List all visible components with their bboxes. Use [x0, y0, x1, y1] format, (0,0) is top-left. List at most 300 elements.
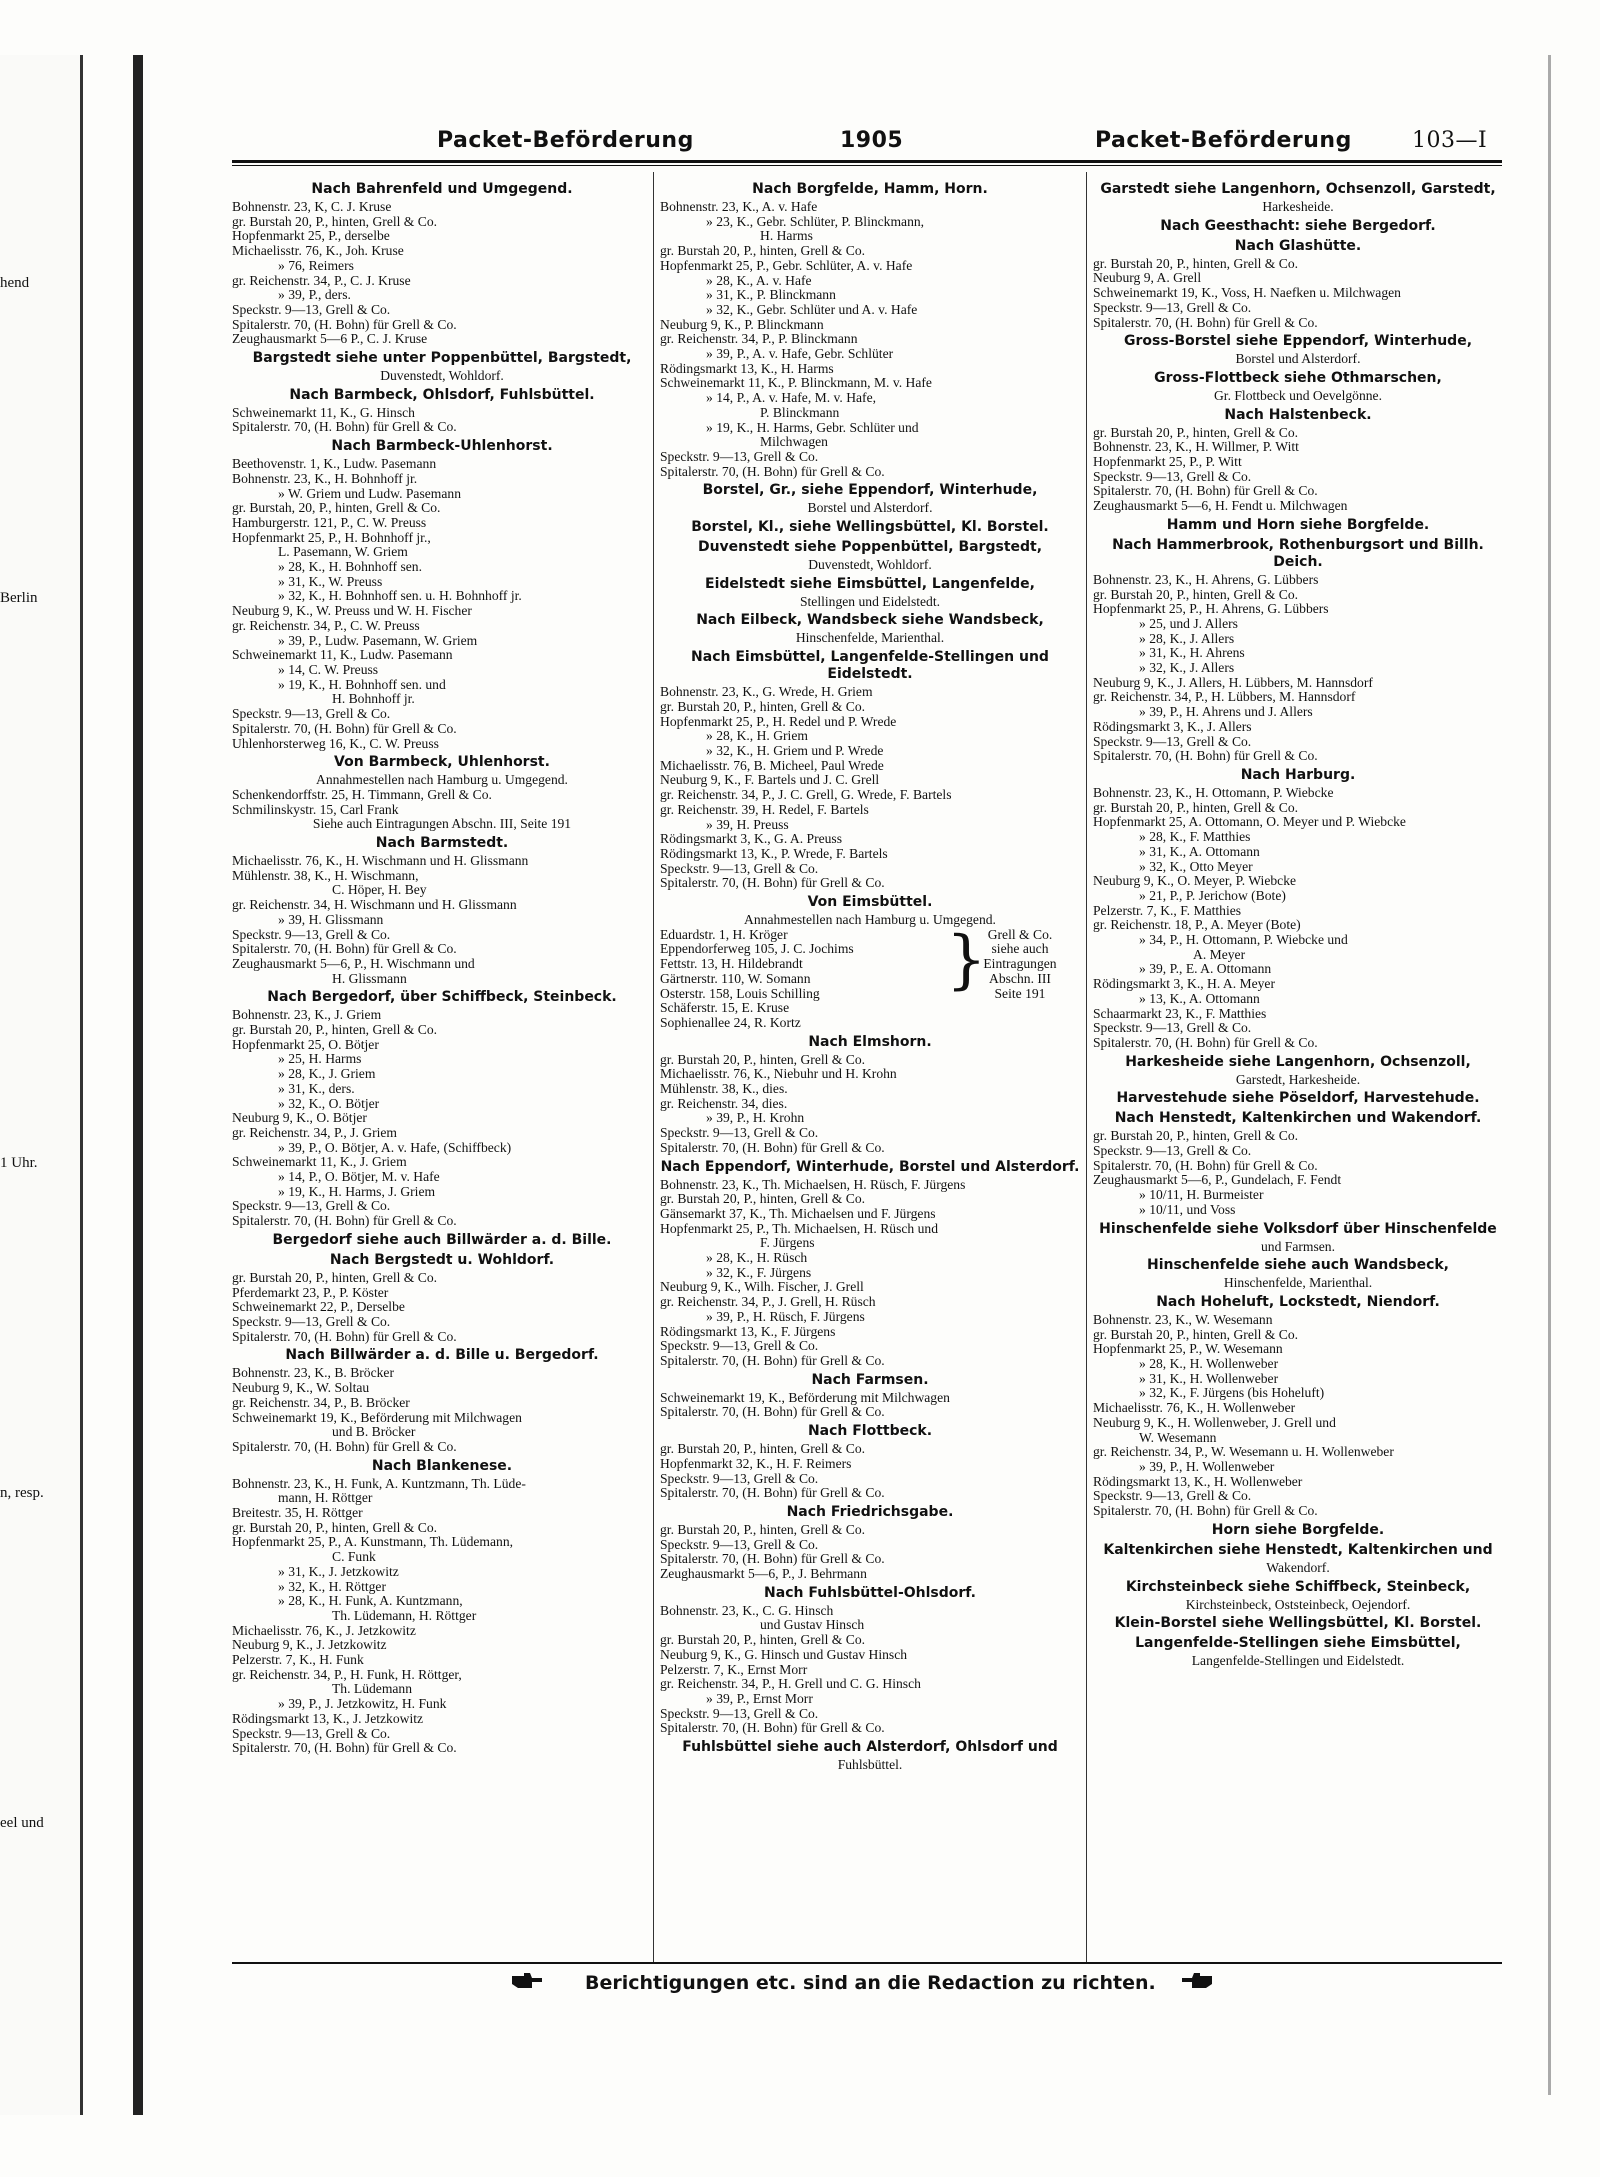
section-heading: Harvestehude siehe Pöseldorf, Harvestehude.: [1116, 1090, 1480, 1107]
entry-line-continued: und Gustav Hinsch: [760, 1618, 865, 1633]
section-heading: Hinschenfelde siehe auch Wandsbeck,: [1147, 1257, 1449, 1274]
entry-line: gr. Reichenstr. 34, P., H. Grell und C. G. Hinsch: [660, 1677, 921, 1692]
entry-line-indented: » 21, P., P. Jerichow (Bote): [1139, 888, 1286, 903]
section-heading: Fuhlsbüttel siehe auch Alsterdorf, Ohlsdorf und: [682, 1739, 1058, 1756]
entry-line-indented: » 76, Reimers: [278, 258, 354, 273]
entry-line: Neuburg 9, K., G. Hinsch und Gustav Hinsch: [660, 1647, 908, 1662]
entry-line: Hopfenmarkt 25, P., H. Ahrens, G. Lübbers: [1093, 602, 1329, 617]
section-heading: Nach Bahrenfeld und Umgegend.: [311, 181, 573, 197]
entry-line: Schweinemarkt 22, P., Derselbe: [232, 1300, 405, 1315]
entry-line: Spitalerstr. 70, (H. Bohn) für Grell & Co.: [1093, 1035, 1318, 1050]
entry-line: gr. Burstah 20, P., hinten, Grell & Co.: [660, 244, 866, 259]
centered-line: und Farmsen.: [1260, 1239, 1335, 1254]
entry-line-indented: » 31, K., ders.: [278, 1081, 355, 1096]
section-heading: Nach Fuhlsbüttel-Ohlsdorf.: [764, 1584, 976, 1601]
prev-page-word: 1 Uhr.: [0, 1155, 38, 1171]
entry-line-indented: » 10/11, H. Burmeister: [1139, 1188, 1264, 1203]
entry-line-continued: A. Meyer: [1193, 947, 1246, 962]
entry-line: Michaelisstr. 76, K., H. Wischmann und H. Glissmann: [232, 854, 529, 869]
entry-line-indented: » 31, K., P. Blinckmann: [706, 288, 836, 303]
prev-page-word: eel und: [0, 1815, 44, 1831]
entry-line: Spitalerstr. 70, (H. Bohn) für Grell & Co.: [232, 1439, 457, 1454]
entry-line-indented: » 32, K., Gebr. Schlüter und A. v. Hafe: [706, 302, 918, 317]
prev-page-word: hend: [0, 275, 30, 291]
ref-name-line: Schäferstr. 15, E. Kruse: [660, 1001, 790, 1016]
entry-line: gr. Reichenstr. 34, P., C. W. Preuss: [232, 618, 420, 633]
entry-line: gr. Reichenstr. 34, P., J. Griem: [232, 1125, 398, 1140]
ref-name-line: Fettstr. 13, H. Hildebrandt: [660, 957, 803, 972]
section-heading: Harkesheide siehe Langenhorn, Ochsenzoll,: [1125, 1053, 1471, 1070]
entry-line: Speckstr. 9—13, Grell & Co.: [660, 1339, 819, 1354]
prev-page-word: Berlin: [0, 590, 38, 606]
entry-line: Neuburg 9, K., O. Bötjer: [232, 1111, 367, 1126]
section-heading: Garstedt siehe Langenhorn, Ochsenzoll, Garstedt,: [1100, 181, 1496, 197]
entry-line: gr. Burstah 20, P., hinten, Grell & Co.: [232, 1023, 438, 1038]
entry-line-continued: und B. Bröcker: [332, 1425, 416, 1440]
entry-line: Zeughausmarkt 5—6, P., H. Wischmann und: [232, 956, 475, 971]
section-heading: Langenfelde-Stellingen siehe Eimsbüttel,: [1135, 1635, 1461, 1652]
entry-line: Rödingsmarkt 3, K., J. Allers: [1093, 719, 1252, 734]
entry-line: Schweinemarkt 19, K., Beförderung mit Milchwagen: [232, 1410, 522, 1425]
entry-line: Spitalerstr. 70, (H. Bohn) für Grell & Co.: [232, 420, 457, 435]
entry-line: Spitalerstr. 70, (H. Bohn) für Grell & Co.: [660, 464, 885, 479]
ref-name-line: Gärtnerstr. 110, W. Somann: [660, 971, 811, 986]
entry-line-indented: » 39, P., H. Wollenweber: [1139, 1460, 1275, 1474]
entry-line: Bohnenstr. 23, K., C. G. Hinsch: [660, 1603, 834, 1618]
eimsbuettel-annahmestellen: [660, 922, 1080, 1031]
entry-line: Rödingsmarkt 3, K., G. A. Preuss: [660, 832, 843, 847]
centered-line: Stellingen und Eidelstedt.: [799, 594, 941, 609]
section-heading: Nach Friedrichsgabe.: [786, 1503, 954, 1520]
entry-line: Schmilinskystr. 15, Carl Frank: [232, 802, 399, 817]
entry-line: Neuburg 9, K., J. Allers, H. Lübbers, M. Hannsdorf: [1093, 675, 1373, 690]
section-heading: Nach Eppendorf, Winterhude, Borstel und Alsterdorf.: [660, 1158, 1080, 1175]
section-heading: Duvenstedt siehe Poppenbüttel, Bargstedt,: [697, 539, 1043, 556]
pointing-hand-right-icon: [510, 1970, 544, 1992]
entry-line: Neuburg 9, K., O. Meyer, P. Wiebcke: [1093, 874, 1297, 889]
entry-line: gr. Reichenstr. 39, H. Redel, F. Bartels: [660, 802, 869, 817]
footer-note: Berichtigungen etc. sind an die Redaction zu richten.: [585, 1972, 1156, 1994]
entry-line-indented: » 31, K., A. Ottomann: [1139, 844, 1260, 859]
entry-line-indented: » 28, K., H. Bohnhoff sen.: [278, 560, 422, 575]
header-rule-thin: [232, 165, 1502, 166]
section-heading: Gross-Borstel siehe Eppendorf, Winterhude,: [1123, 333, 1473, 350]
entry-line-indented: » 28, K., H. Rüsch: [706, 1251, 808, 1266]
entry-line: Rödingsmarkt 13, K., H. Wollenweber: [1093, 1474, 1303, 1489]
section-heading: Nach Geesthacht: siehe Bergedorf.: [1160, 217, 1436, 234]
centered-line: Duvenstedt, Wohldorf.: [380, 369, 504, 384]
entry-line: Speckstr. 9—13, Grell & Co.: [660, 1706, 819, 1721]
ref-name-line: Eduardstr. 1, H. Kröger: [660, 927, 788, 942]
entry-line-indented: » 32, K., O. Bötjer: [278, 1096, 380, 1111]
section-heading: Nach Flottbeck.: [807, 1423, 933, 1440]
entry-line-indented: » 39, P., O. Bötjer, A. v. Hafe, (Schiffbeck): [278, 1140, 512, 1155]
entry-line: Schweinemarkt 11, K., P. Blinckmann, M. v. Hafe: [660, 376, 932, 391]
entry-line: Spitalerstr. 70, (H. Bohn) für Grell & Co.: [232, 1329, 457, 1344]
entry-line-continued: Milchwagen: [760, 435, 828, 450]
entry-line-indented: » 25, und J. Allers: [1139, 616, 1238, 631]
entry-line: Speckstr. 9—13, Grell & Co.: [660, 861, 819, 876]
section-heading: Gross-Flottbeck siehe Othmarschen,: [1154, 369, 1442, 386]
entry-line-indented: » 32, K., H. Röttger: [278, 1579, 386, 1594]
entry-line-indented: » 19, K., H. Bohnhoff sen. und: [278, 677, 446, 692]
entry-line: Bohnenstr. 23, K., A. v. Hafe: [660, 200, 818, 214]
entry-line: Uhlenhorsterweg 16, K., C. W. Preuss: [232, 736, 439, 751]
entry-line: Spitalerstr. 70, (H. Bohn) für Grell & Co.: [1093, 484, 1318, 499]
entry-line: gr. Burstah, 20, P., hinten, Grell & Co.: [232, 501, 441, 516]
entry-line-indented: » 13, K., A. Ottomann: [1139, 991, 1260, 1006]
running-header-left: Packet-Beförderung: [437, 128, 694, 153]
entry-line: Speckstr. 9—13, Grell & Co.: [232, 1726, 391, 1741]
entry-line: Zeughausmarkt 5—6, P., Gundelach, F. Fendt: [1093, 1173, 1342, 1188]
ref-side-line: siehe auch: [991, 941, 1049, 957]
entry-line: Bohnenstr. 23, K., W. Wesemann: [1093, 1312, 1273, 1327]
centered-line: Garstedt, Harkesheide.: [1235, 1072, 1361, 1087]
section-heading: Kirchsteinbeck siehe Schiffbeck, Steinbeck,: [1125, 1578, 1471, 1595]
entry-line: Speckstr. 9—13, Grell & Co.: [1093, 469, 1252, 484]
entry-line-indented: » 25, H. Harms: [278, 1052, 362, 1067]
entry-line: Mühlenstr. 38, K., H. Wischmann,: [232, 868, 419, 883]
entry-line: Bohnenstr. 23, K., H. Funk, A. Kuntzmann, Th. Lüde-: [232, 1476, 526, 1491]
entry-line: Schweinemarkt 11, K., Ludw. Pasemann: [232, 648, 453, 663]
ref-side-note: [960, 928, 1080, 1031]
section-heading: Nach Blankenese.: [371, 1457, 513, 1474]
page-edge-shadow: [1548, 55, 1551, 2095]
entry-line-indented: » 32, K., Otto Meyer: [1139, 859, 1253, 874]
entry-line-indented: » 39, H. Glissmann: [278, 912, 384, 927]
centered-line: Gr. Flottbeck und Oevelgönne.: [1213, 388, 1382, 403]
entry-line-indented: » 39, H. Preuss: [706, 817, 789, 832]
entry-line: gr. Burstah 20, P., hinten, Grell & Co.: [660, 1442, 866, 1457]
entry-line: gr. Burstah 20, P., hinten, Grell & Co.: [1093, 800, 1299, 815]
section-heading: Nach Farmsen.: [811, 1371, 929, 1388]
entry-line: gr. Reichenstr. 34, P., H. Lübbers, M. Hannsdorf: [1093, 690, 1356, 705]
entry-line: gr. Burstah 20, P., hinten, Grell & Co.: [660, 1192, 866, 1207]
entry-line: gr. Reichenstr. 34, P., W. Wesemann u. H. Wollenweber: [1093, 1445, 1394, 1460]
entry-line: Speckstr. 9—13, Grell & Co.: [1093, 300, 1252, 315]
entry-line: Spitalerstr. 70, (H. Bohn) für Grell & Co.: [660, 1486, 885, 1501]
section-heading: Nach Eimsbüttel, Langenfelde-Stellingen und Eidelstedt.: [691, 649, 1049, 683]
entry-line-indented: » 32, K., H. Griem und P. Wrede: [706, 743, 884, 758]
column-separator: [1086, 172, 1087, 1962]
entry-line: Neuburg 9, K., Wilh. Fischer, J. Grell: [660, 1280, 864, 1295]
entry-line: gr. Burstah 20, P., hinten, Grell & Co.: [1093, 425, 1299, 440]
ref-name-line: Eppendorferweg 105, J. C. Jochims: [660, 942, 854, 957]
entry-line: Neuburg 9, K., W. Preuss und W. H. Fischer: [232, 604, 472, 619]
entry-line: gr. Reichenstr. 34, P., C. J. Kruse: [232, 273, 411, 288]
entry-line: Neuburg 9, K., J. Jetzkowitz: [232, 1638, 387, 1653]
entry-line: gr. Burstah 20, P., hinten, Grell & Co.: [1093, 587, 1299, 602]
column-2: [660, 178, 1080, 1773]
entry-line: Hamburgerstr. 121, P., C. W. Preuss: [232, 515, 427, 530]
entry-line: Speckstr. 9—13, Grell & Co.: [660, 1126, 819, 1141]
centered-line: Annahmestellen nach Hamburg u. Umgegend.: [744, 913, 996, 928]
centered-line: Siehe auch Eintragungen Abschn. III, Seite 191: [312, 817, 572, 832]
entry-line: Bohnenstr. 23, K, C. J. Kruse: [232, 200, 392, 214]
entry-line-indented: » 39, P., J. Jetzkowitz, H. Funk: [278, 1697, 447, 1712]
column-1: [232, 178, 652, 1756]
entry-line-indented: » 39, P., A. v. Hafe, Gebr. Schlüter: [706, 347, 894, 362]
entry-line: Schweinemarkt 11, K., J. Griem: [232, 1155, 407, 1170]
running-header-year: 1905: [840, 128, 904, 153]
entry-line-indented: » 32, K., J. Allers: [1139, 661, 1235, 676]
entry-line: Hopfenmarkt 32, K., H. F. Reimers: [660, 1456, 852, 1471]
entry-line-indented: » 39, P., Ludw. Pasemann, W. Griem: [278, 633, 478, 648]
section-heading: Hamm und Horn siehe Borgfelde.: [1166, 516, 1430, 533]
centered-line: Annahmestellen nach Hamburg u. Umgegend.: [316, 773, 568, 788]
entry-line: Schweinemarkt 19, K., Beförderung mit Milchwagen: [660, 1390, 950, 1405]
column-3: [1093, 178, 1503, 1669]
section-heading: Nach Elmshorn.: [808, 1033, 932, 1050]
entry-line: Hopfenmarkt 25, P., H. Redel und P. Wrede: [660, 714, 897, 729]
pointing-hand-left-icon: [1180, 1970, 1214, 1992]
entry-line: Mühlenstr. 38, K., dies.: [660, 1082, 788, 1097]
ref-side-line: Seite 191: [994, 985, 1046, 1001]
entry-line: Hopfenmarkt 25, A. Ottomann, O. Meyer und P. Wiebcke: [1093, 815, 1406, 830]
entry-line: Spitalerstr. 70, (H. Bohn) für Grell & Co.: [660, 876, 885, 891]
ref-side-line: Abschn. III: [989, 970, 1051, 986]
entry-line-continued: H. Glissmann: [332, 971, 407, 986]
entry-line: gr. Burstah 20, P., hinten, Grell & Co.: [660, 1633, 866, 1648]
entry-line: Gänsemarkt 37, K., Th. Michaelsen und F. Jürgens: [660, 1206, 936, 1221]
entry-line-indented: » 14, C. W. Preuss: [278, 662, 379, 677]
entry-line: gr. Reichenstr. 34, P., B. Bröcker: [232, 1395, 410, 1410]
entry-line-indented: » 28, K., J. Allers: [1139, 631, 1235, 646]
entry-line: Bohnenstr. 23, K., G. Wrede, H. Griem: [660, 685, 873, 700]
entry-line-continued: C. Höper, H. Bey: [332, 883, 427, 898]
ref-name-line: Sophienallee 24, R. Kortz: [660, 1015, 801, 1030]
entry-line-indented: » 39, P., H. Krohn: [706, 1111, 805, 1126]
entry-line: Pelzerstr. 7, K., Ernst Morr: [660, 1662, 808, 1677]
section-heading: Nach Hammerbrook, Rothenburgsort und Billh. Deich.: [1112, 536, 1484, 570]
entry-line: Spitalerstr. 70, (H. Bohn) für Grell & Co.: [660, 1405, 885, 1420]
entry-line-indented: » 39, P., ders.: [278, 288, 351, 303]
entry-line: Pferdemarkt 23, P., P. Köster: [232, 1285, 389, 1300]
entry-line-indented: » 31, K., J. Jetzkowitz: [278, 1564, 399, 1579]
entry-line-indented: » 32, K., F. Jürgens: [706, 1265, 812, 1280]
entry-line: Hopfenmarkt 25, P., W. Wesemann: [1093, 1342, 1283, 1357]
entry-line-indented: » 31, K., H. Ahrens: [1139, 646, 1245, 661]
entry-line: Speckstr. 9—13, Grell & Co.: [232, 1199, 391, 1214]
entry-line: Bohnenstr. 23, K., J. Griem: [232, 1008, 382, 1023]
entry-line: gr. Reichenstr. 18, P., A. Meyer (Bote): [1093, 918, 1301, 933]
entry-line: gr. Burstah 20, P., hinten, Grell & Co.: [660, 699, 866, 714]
entry-line: Pelzerstr. 7, K., H. Funk: [232, 1653, 364, 1668]
entry-line: Rödingsmarkt 13, K., F. Jürgens: [660, 1324, 836, 1339]
section-heading: Borstel, Kl., siehe Wellingsbüttel, Kl. Borstel.: [691, 519, 1049, 536]
entry-line: Hopfenmarkt 25, P., Th. Michaelsen, H. Rüsch und: [660, 1221, 939, 1236]
header-rule: [232, 160, 1502, 163]
entry-line: gr. Burstah 20, P., hinten, Grell & Co.: [660, 1052, 866, 1067]
entry-line: Speckstr. 9—13, Grell & Co.: [232, 1315, 391, 1329]
section-heading: Bergedorf siehe auch Billwärder a. d. Bille.: [272, 1231, 612, 1248]
entry-line: Spitalerstr. 70, (H. Bohn) für Grell & Co.: [1093, 749, 1318, 764]
entry-line-continued: Th. Lüdemann: [332, 1682, 413, 1697]
entry-line: gr. Burstah 20, P., hinten, Grell & Co.: [1093, 256, 1299, 271]
footer-rule: [232, 1962, 1502, 1964]
entry-line: Hopfenmarkt 25, P., H. Bohnhoff jr.,: [232, 530, 431, 545]
entry-line: Speckstr. 9—13, Grell & Co.: [1093, 734, 1252, 749]
entry-line: Spitalerstr. 70, (H. Bohn) für Grell & Co.: [660, 1354, 885, 1368]
entry-line-continued: F. Jürgens: [760, 1236, 815, 1251]
entry-line: Schweinemarkt 11, K., G. Hinsch: [232, 405, 415, 420]
entry-line: gr. Reichenstr. 34, P., J. C. Grell, G. Wrede, F. Bartels: [660, 788, 952, 803]
entry-line-indented: » 39, P., H. Ahrens und J. Allers: [1139, 705, 1313, 720]
column-separator: [653, 172, 654, 1962]
ref-names: [660, 928, 946, 1031]
entry-line: Hopfenmarkt 25, P., Gebr. Schlüter, A. v. Hafe: [660, 258, 913, 273]
entry-line-indented: » 28, K., H. Wollenweber: [1139, 1357, 1279, 1372]
entry-line: Pelzerstr. 7, K., F. Matthies: [1093, 903, 1242, 918]
entry-line-indented: » 32, K., H. Bohnhoff sen. u. H. Bohnhoff jr.: [278, 589, 522, 604]
entry-line-indented: L. Pasemann, W. Griem: [278, 545, 408, 560]
section-heading: Kaltenkirchen siehe Henstedt, Kaltenkirchen und: [1103, 1541, 1493, 1558]
entry-line-indented: » 28, K., H. Funk, A. Kuntzmann,: [278, 1594, 463, 1609]
section-heading: Nach Eilbeck, Wandsbeck siehe Wandsbeck,: [696, 612, 1044, 629]
entry-line-indented: » 19, K., H. Harms, Gebr. Schlüter und: [706, 420, 919, 435]
previous-page-edge: [0, 55, 83, 2115]
entry-line: Speckstr. 9—13, Grell & Co.: [660, 1471, 819, 1486]
section-heading: Bargstedt siehe unter Poppenbüttel, Bargstedt,: [252, 350, 632, 367]
centered-line: Hinschenfelde, Marienthal.: [795, 631, 945, 646]
centered-line: Fuhlsbüttel.: [837, 1758, 903, 1773]
entry-line: gr. Reichenstr. 34, P., P. Blinckmann: [660, 332, 858, 347]
entry-line: Neuburg 9, K., F. Bartels und J. C. Grell: [660, 773, 880, 788]
entry-line: gr. Reichenstr. 34, H. Wischmann und H. Glissmann: [232, 898, 517, 913]
entry-line: Schenkendorffstr. 25, H. Timmann, Grell & Co.: [232, 787, 492, 802]
entry-line-indented: » 34, P., H. Ottomann, P. Wiebcke und: [1139, 933, 1348, 948]
section-heading: Hinschenfelde siehe Volksdorf über Hinschenfelde: [1099, 1220, 1497, 1237]
entry-line: Breitestr. 35, H. Röttger: [232, 1506, 363, 1521]
entry-line-continued: H. Harms: [760, 229, 813, 244]
section-heading: Nach Barmbeck-Uhlenhorst.: [331, 438, 553, 455]
section-heading: Nach Halstenbeck.: [1224, 406, 1372, 423]
entry-line-indented: » 39, P., E. A. Ottomann: [1139, 962, 1272, 977]
section-heading: Nach Barmbeck, Ohlsdorf, Fuhlsbüttel.: [289, 386, 595, 403]
entry-line: Bohnenstr. 23, K., B. Bröcker: [232, 1366, 394, 1381]
centered-line: Borstel und Alsterdorf.: [1235, 352, 1361, 367]
entry-line-continued: C. Funk: [332, 1550, 376, 1565]
section-heading: Nach Henstedt, Kaltenkirchen und Wakendorf.: [1114, 1110, 1482, 1127]
entry-line: Bohnenstr. 23, K., H. Ahrens, G. Lübbers: [1093, 572, 1319, 587]
entry-line-indented: » 19, K., H. Harms, J. Griem: [278, 1184, 436, 1199]
entry-line-indented: » 23, K., Gebr. Schlüter, P. Blinckmann,: [706, 214, 925, 229]
entry-line: Beethovenstr. 1, K., Ludw. Pasemann: [232, 457, 437, 472]
entry-line: Spitalerstr. 70, (H. Bohn) für Grell & Co.: [232, 1214, 457, 1229]
section-heading: Borstel, Gr., siehe Eppendorf, Winterhude,: [702, 482, 1038, 499]
section-heading: Nach Barmstedt.: [375, 835, 509, 852]
entry-line-indented: » 14, P., A. v. Hafe, M. v. Hafe,: [706, 391, 877, 406]
section-heading: Nach Billwärder a. d. Bille u. Bergedorf.: [285, 1347, 599, 1364]
entry-line: gr. Burstah 20, P., hinten, Grell & Co.: [660, 1522, 866, 1537]
entry-line: Bohnenstr. 23, K., H. Ottomann, P. Wiebcke: [1093, 785, 1334, 800]
entry-line: Speckstr. 9—13, Grell & Co.: [660, 1537, 819, 1552]
section-heading: Nach Bergstedt u. Wohldorf.: [329, 1251, 555, 1268]
entry-line: gr. Burstah 20, P., hinten, Grell & Co.: [232, 1270, 438, 1285]
entry-line: Zeughausmarkt 5—6 P., C. J. Kruse: [232, 332, 428, 347]
entry-line: gr. Reichenstr. 34, P., J. Grell, H. Rüsch: [660, 1295, 876, 1310]
entry-line-indented: » 28, K., J. Griem: [278, 1067, 376, 1082]
entry-line-indented: » 31, K., H. Wollenweber: [1139, 1371, 1279, 1386]
centered-line: Harkesheide.: [1262, 200, 1334, 214]
entry-line: Schweinemarkt 19, K., Voss, H. Naefken u. Milchwagen: [1093, 286, 1401, 301]
brace-icon: }: [946, 922, 987, 997]
entry-line-continued: H. Bohnhoff jr.: [332, 692, 415, 707]
entry-line-indented: » 32, K., F. Jürgens (bis Hoheluft): [1139, 1386, 1325, 1401]
entry-line: Spitalerstr. 70, (H. Bohn) für Grell & Co.: [232, 317, 457, 332]
entry-line: Speckstr. 9—13, Grell & Co.: [232, 707, 391, 722]
centered-line: Wakendorf.: [1266, 1560, 1330, 1575]
section-heading: Nach Harburg.: [1240, 766, 1356, 783]
entry-line: Neuburg 9, K., W. Soltau: [232, 1381, 370, 1396]
centered-line: Hinschenfelde, Marienthal.: [1223, 1276, 1373, 1291]
entry-line: Neuburg 9, A. Grell: [1093, 271, 1202, 286]
entry-line: Rödingsmarkt 3, K., H. A. Meyer: [1093, 977, 1275, 992]
entry-line: Spitalerstr. 70, (H. Bohn) für Grell & Co.: [1093, 1504, 1318, 1519]
entry-line: Rödingsmarkt 13, K., P. Wrede, F. Bartels: [660, 846, 888, 861]
entry-line-indented: mann, H. Röttger: [278, 1491, 373, 1506]
entry-line: Speckstr. 9—13, Grell & Co.: [660, 449, 819, 464]
entry-line: Speckstr. 9—13, Grell & Co.: [1093, 1489, 1252, 1504]
section-heading: Nach Glashütte.: [1234, 237, 1362, 254]
running-header-right: Packet-Beförderung: [1095, 128, 1352, 153]
section-heading: Nach Bergedorf, über Schiffbeck, Steinbeck.: [267, 989, 617, 1006]
entry-line: Bohnenstr. 23, K., Th. Michaelsen, H. Rüsch, F. Jürgens: [660, 1177, 966, 1192]
entry-line: Speckstr. 9—13, Grell & Co.: [232, 927, 391, 942]
entry-line: Speckstr. 9—13, Grell & Co.: [1093, 1021, 1252, 1036]
entry-line: Speckstr. 9—13, Grell & Co.: [1093, 1144, 1252, 1159]
ref-side-line: Grell & Co.: [987, 926, 1053, 942]
entry-line-indented: » 10/11, und Voss: [1139, 1202, 1236, 1217]
entry-line: Spitalerstr. 70, (H. Bohn) für Grell & Co.: [232, 942, 457, 957]
entry-line: Spitalerstr. 70, (H. Bohn) für Grell & Co.: [660, 1140, 885, 1155]
entry-line: Speckstr. 9—13, Grell & Co.: [232, 302, 391, 317]
centered-line: Borstel und Alsterdorf.: [807, 501, 933, 516]
entry-line: gr. Burstah 20, P., hinten, Grell & Co.: [1093, 1327, 1299, 1342]
entry-line-continued: P. Blinckmann: [760, 405, 840, 420]
entry-line: gr. Reichenstr. 34, dies.: [660, 1096, 788, 1111]
entry-line-indented: » 14, P., O. Bötjer, M. v. Hafe: [278, 1170, 440, 1185]
entry-line: Spitalerstr. 70, (H. Bohn) für Grell & Co.: [232, 1741, 457, 1756]
entry-line: Bohnenstr. 23, K., H. Willmer, P. Witt: [1093, 440, 1299, 455]
prev-page-word: n, resp.: [0, 1485, 44, 1501]
section-heading: Eidelstedt siehe Eimsbüttel, Langenfelde,: [705, 575, 1035, 592]
section-heading: Horn siehe Borgfelde.: [1211, 1521, 1385, 1538]
centered-line: Kirchsteinbeck, Oststeinbeck, Oejendorf.: [1185, 1597, 1411, 1612]
entry-line-indented: » 28, K., H. Griem: [706, 729, 808, 744]
entry-line: Schaarmarkt 23, K., F. Matthies: [1093, 1006, 1267, 1021]
entry-line: Spitalerstr. 70, (H. Bohn) für Grell & Co.: [660, 1721, 885, 1736]
entry-line: Michaelisstr. 76, K., Joh. Kruse: [232, 244, 404, 259]
entry-line-indented: » 31, K., W. Preuss: [278, 574, 383, 589]
entry-line: Hopfenmarkt 25, P., P. Witt: [1093, 455, 1242, 470]
entry-line: Spitalerstr. 70, (H. Bohn) für Grell & Co.: [1093, 1158, 1318, 1173]
entry-line: Michaelisstr. 76, K., Niebuhr und H. Krohn: [660, 1067, 897, 1082]
section-heading: Von Eimsbüttel.: [807, 894, 933, 911]
entry-line: gr. Reichenstr. 34, P., H. Funk, H. Röttger,: [232, 1667, 462, 1682]
entry-line: Zeughausmarkt 5—6, H. Fendt u. Milchwagen: [1093, 499, 1348, 514]
entry-line: Spitalerstr. 70, (H. Bohn) für Grell & Co.: [660, 1552, 885, 1567]
entry-line: gr. Burstah 20, P., hinten, Grell & Co.: [1093, 1129, 1299, 1144]
entry-line: Rödingsmarkt 13, K., H. Harms: [660, 361, 834, 376]
entry-line: Michaelisstr. 76, K., H. Wollenweber: [1093, 1401, 1296, 1416]
centered-line: Langenfelde-Stellingen und Eidelstedt.: [1191, 1654, 1405, 1669]
entry-line-continued: Th. Lüdemann, H. Röttger: [332, 1608, 477, 1623]
entry-line: Spitalerstr. 70, (H. Bohn) für Grell & Co.: [1093, 315, 1318, 330]
section-heading: Klein-Borstel siehe Wellingsbüttel, Kl. Borstel.: [1114, 1615, 1482, 1632]
entry-line: Bohnenstr. 23, K., H. Bohnhoff jr.: [232, 471, 418, 486]
entry-line: Spitalerstr. 70, (H. Bohn) für Grell & Co.: [232, 721, 457, 736]
